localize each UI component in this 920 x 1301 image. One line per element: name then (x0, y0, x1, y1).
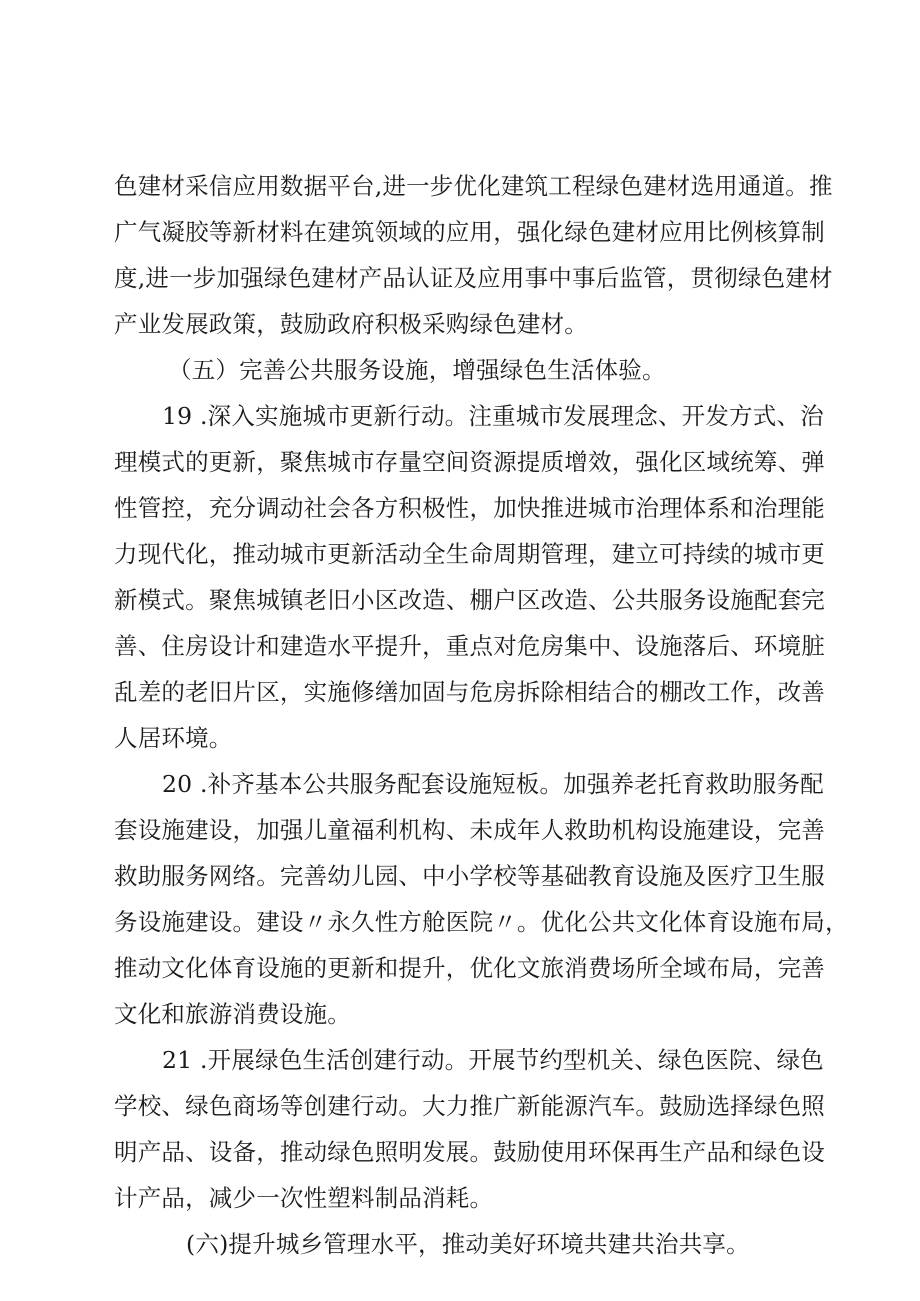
paragraph-line: 乱差的老旧片区，实施修缮加固与危房拆除相结合的棚改工作，改善 (114, 678, 825, 706)
paragraph-line: 务设施建设。建设〃永久性方舱医院〃。优化公共文化体育设施布局， (114, 908, 849, 936)
paragraph-line: 人居环境。 (114, 724, 233, 752)
section-heading-5: （五）完善公共服务设施，增强绿色生活体验。 (168, 356, 666, 384)
paragraph-line: 广气凝胶等新材料在建筑领域的应用，强化绿色建材应用比例核算制 (114, 218, 825, 246)
paragraph-line: 色建材采信应用数据平台,进一步优化建筑工程绿色建材选用通道。推 (114, 172, 833, 200)
paragraph-line: 新模式。聚焦城镇老旧小区改造、棚户区改造、公共服务设施配套完 (114, 586, 825, 614)
paragraph-line: 产业发展政策，鼓励政府积极采购绿色建材。 (114, 310, 588, 338)
paragraph-line: 计产品，减少一次性塑料制品消耗。 (114, 1184, 494, 1212)
item-20-heading-line: 20 .补齐基本公共服务配套设施短板。加强养老托育救助服务配 (162, 770, 824, 798)
paragraph-line: 推动文化体育设施的更新和提升，优化文旅消费场所全域布局，完善 (114, 954, 825, 982)
section-heading-6: (六)提升城乡管理水平，推动美好环境共建共治共享。 (186, 1230, 750, 1258)
paragraph-line: 学校、绿色商场等创建行动。大力推广新能源汽车。鼓励选择绿色照 (114, 1092, 825, 1120)
paragraph-line: 套设施建设，加强儿童福利机构、未成年人救助机构设施建设，完善 (114, 816, 825, 844)
item-21-heading-line: 21 .开展绿色生活创建行动。开展节约型机关、绿色医院、绿色 (162, 1046, 824, 1074)
paragraph-line: 理模式的更新，聚焦城市存量空间资源提质增效，强化区域统筹、弹 (114, 448, 825, 476)
paragraph-line: 善、住房设计和建造水平提升，重点对危房集中、设施落后、环境脏 (114, 632, 825, 660)
item-19-heading-line: 19 .深入实施城市更新行动。注重城市发展理念、开发方式、治 (162, 402, 824, 430)
paragraph-line: 文化和旅游消费设施。 (114, 1000, 351, 1028)
paragraph-line: 救助服务网络。完善幼儿园、中小学校等基础教育设施及医疗卫生服 (114, 862, 825, 890)
paragraph-line: 性管控，充分调动社会各方积极性，加快推进城市治理体系和治理能 (114, 494, 825, 522)
paragraph-line: 明产品、设备，推动绿色照明发展。鼓励使用环保再生产品和绿色设 (114, 1138, 825, 1166)
paragraph-line: 力现代化，推动城市更新活动全生命周期管理，建立可持续的城市更 (114, 540, 825, 568)
paragraph-line: 度,进一步加强绿色建材产品认证及应用事中事后监管，贯彻绿色建材 (114, 264, 833, 292)
